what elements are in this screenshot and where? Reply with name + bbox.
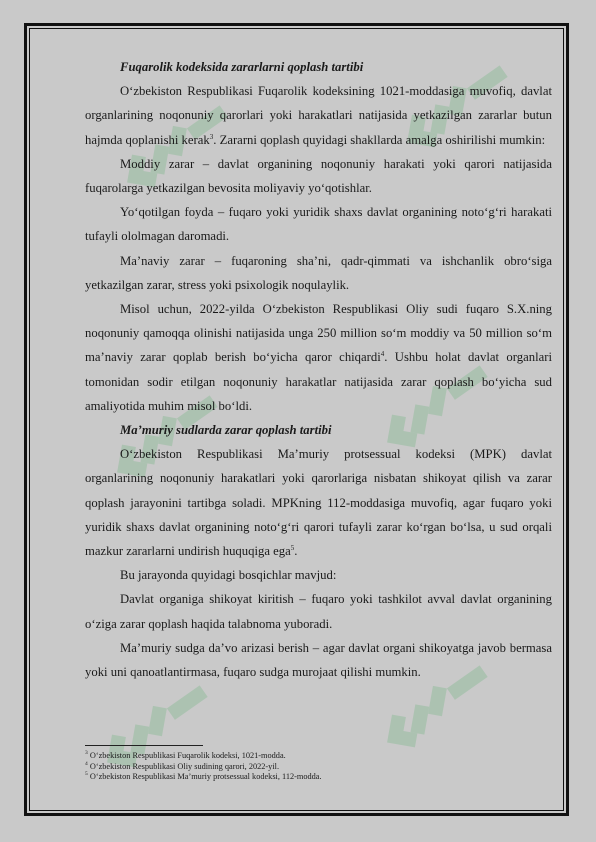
document-body (85, 55, 552, 684)
paragraph: Ma’naviy zarar – fuqaroning sha’ni, qadr-qimmati va ishchanlik obro‘siga yetkazilgan zarar, stress yoki psixologik noqulaylik. (85, 253, 552, 292)
footnote: $^3$ O‘zbekiston Respublikasi Fuqarolik kodeksi, 1021-modda. (85, 750, 286, 760)
footnote: $^5$ O‘zbekiston Respublikasi Ma’muriy protsessual kodeksi, 112-modda. (85, 771, 322, 782)
paragraph: Misol uchun, 2022-yilda O‘zbekiston Respublikasi Oliy sudi fuqaro S.X.ning noqonuniy qamoqqa olinishi natijasida unga 250 million so‘m moddiy va 50 million so‘m ma’naviy zarar qoplab berish bo‘yicha qaror chiqardi$^4$. Ushbu holat davlat organlari tomonidan sodir etilgan noqonuniy harakatlar natijasida zarar qoplash bo‘yicha sud amaliyotida muhim misol bo‘ldi. (85, 302, 552, 413)
paragraph: Bu jarayonda quyidagi bosqichlar mavjud: (120, 568, 337, 583)
paragraph: Ma’muriy sudga da’vo arizasi berish – agar davlat organi shikoyatga javob bermasa yoki uni qanoatlantirmasa, fuqaro sudga murojaat qilishi mumkin. (85, 640, 552, 680)
footnote: $^4$ O‘zbekiston Respublikasi Oliy sudining qarori, 2022-yil. (85, 760, 280, 771)
footnotes (85, 751, 552, 783)
section-heading: Ma’muriy sudlarda zarar qoplash tartibi (120, 423, 332, 438)
paragraph: Yo‘qotilgan foyda – fuqaro yoki yuridik shaxs davlat organining noto‘g‘ri harakati tufayli ololmagan daromadi. (85, 205, 552, 244)
footnote-ref[interactable]: 5 (290, 543, 295, 552)
footnote-divider (85, 745, 203, 746)
section-heading: Fuqarolik kodeksida zararlarni qoplash tartibi (120, 60, 364, 74)
footnote-ref[interactable]: 3 (209, 132, 214, 141)
paragraph: O‘zbekiston Respublikasi Ma’muriy protsessual kodeksi (MPK) davlat organlarining noqonuniy harakatlari yoki qarorlariga nisbatan shikoyat qilish va zarar qoplash jarayonini tartibga soladi. MPKning 112-moddasiga muvofiq, agar fuqaro yoki yuridik shaxs davlat organining noto‘g‘ri qarori tufayli zarar ko‘rgan bo‘lsa, u sud orqali mazkur zararlarni undirish huquqiga ega$^5$. (85, 447, 552, 559)
paragraph: Davlat organiga shikoyat kiritish – fuqaro yoki tashkilot avval davlat organining o‘ziga zarar qoplash haqida talabnoma yuboradi. (85, 592, 552, 631)
paragraph: O‘zbekiston Respublikasi Fuqarolik kodeksining 1021-moddasiga muvofiq, davlat organlarining noqonuniy qarorlari yoki harakatlari natijasida yetkazilgan zararlar butun hajmda qoplanishi kerak$^3$. Zararni qoplash quyidagi shakllarda amalga oshirilishi mumkin: (85, 84, 552, 147)
footnote-ref[interactable]: 4 (380, 350, 385, 359)
paragraph: Moddiy zarar – davlat organining noqonuniy harakati yoki qarori natijasida fuqarolarga yetkazilgan bevosita moliyaviy yo‘qotishlar. (85, 156, 552, 196)
